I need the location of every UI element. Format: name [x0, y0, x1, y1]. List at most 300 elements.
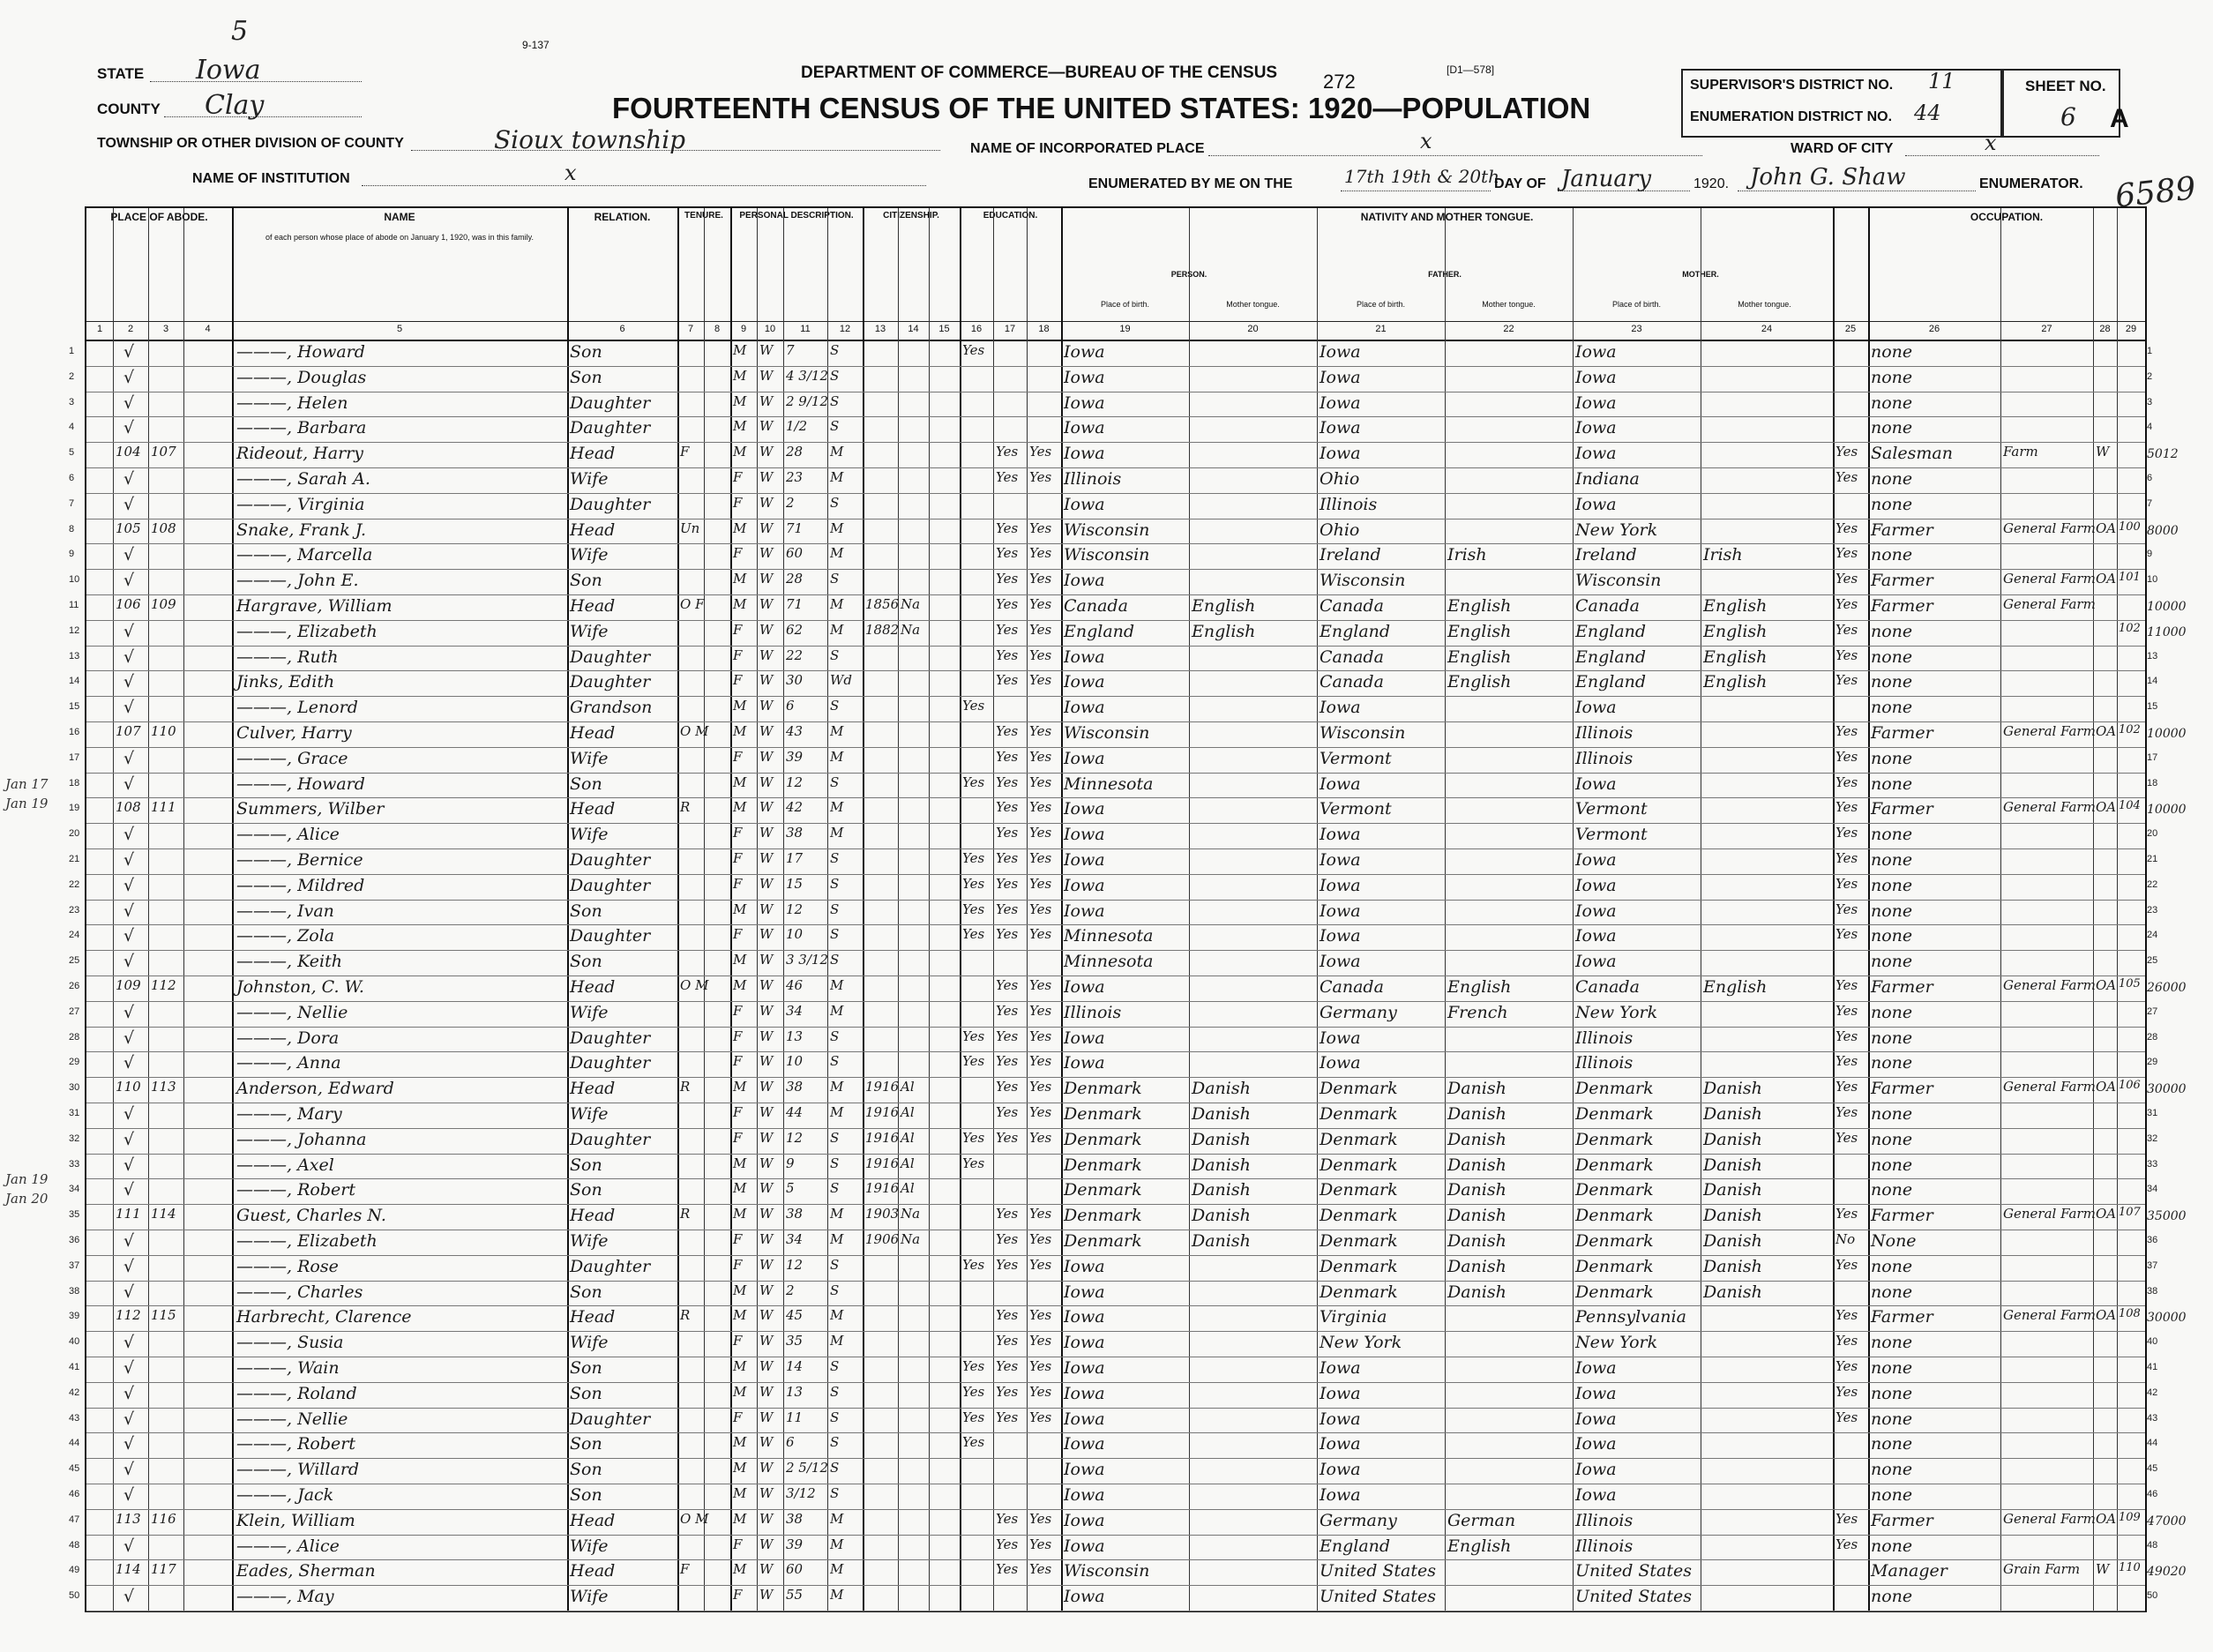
cell-mpob: Iowa [1575, 367, 1617, 387]
cell-eng: Yes [1835, 1536, 1858, 1552]
person-name: ———, Willard [236, 1460, 360, 1480]
person-name: Rideout, Harry [236, 444, 363, 464]
margin-date-note: Jan 17 [5, 776, 49, 792]
cell-fpob: Denmark [1320, 1231, 1398, 1251]
cell-fpob: Iowa [1320, 367, 1361, 387]
cell-race: W [759, 1510, 774, 1527]
column-number: 14 [908, 324, 919, 334]
cell-race: W [759, 571, 774, 587]
sheet-label: SHEET NO. [2025, 78, 2106, 94]
cell-rel: Daughter [570, 1409, 651, 1429]
cell-ms: S [830, 392, 840, 409]
check-mark: √ [123, 418, 135, 438]
check-mark: √ [123, 1028, 135, 1048]
cell-fpob: Iowa [1320, 1358, 1361, 1378]
cell-mpob: Indiana [1575, 469, 1640, 489]
person-name: ———, Lenord [236, 698, 358, 718]
cell-ms: S [830, 1256, 840, 1273]
cell-pob: Minnesota [1064, 774, 1154, 794]
cell-ms: M [830, 1206, 844, 1222]
cell-race: W [759, 1333, 774, 1349]
state-value: Iowa [196, 55, 261, 86]
line-number-right: 18 [2147, 777, 2158, 789]
cell-fmt: English [1447, 672, 1512, 692]
check-mark: √ [123, 1180, 135, 1200]
cell-ms: M [830, 444, 844, 460]
institution-label: NAME OF INSTITUTION [192, 171, 350, 186]
line-number-right: 10000 [2147, 803, 2187, 818]
cell-cls: W [2096, 1561, 2110, 1578]
cell-rel: Son [570, 1282, 602, 1302]
person-name: ———, Anna [236, 1053, 341, 1073]
line-number-right: 46 [2147, 1489, 2158, 1499]
cell-imm: 1916 [865, 1155, 900, 1171]
line-number-left: 18 [69, 777, 80, 789]
cell-cls: OA [2096, 1510, 2117, 1527]
cell-race: W [759, 1460, 774, 1476]
table-row [86, 950, 2145, 976]
cell-fpob: England [1320, 1536, 1391, 1556]
cell-sex: F [733, 469, 743, 485]
cell-rel: Daughter [570, 850, 651, 870]
cell-read: Yes [996, 1079, 1019, 1095]
cell-age: 22 [786, 647, 804, 663]
cell-school: Yes [962, 1434, 985, 1451]
cell-fmt: Danish [1447, 1282, 1506, 1302]
cell-schedule-number: 107 [2119, 1206, 2141, 1220]
cell-sex: F [733, 1129, 743, 1146]
line-number-left: 9 [69, 549, 75, 560]
column-number: 26 [1928, 324, 1940, 334]
county-label: COUNTY [97, 101, 161, 117]
cell-mpob: Pennsylvania [1575, 1307, 1686, 1327]
cell-fmt: English [1447, 977, 1512, 997]
cell-age: 38 [786, 1510, 804, 1527]
check-mark: √ [123, 850, 135, 870]
cell-sex: F [733, 494, 743, 511]
cell-race: W [759, 901, 774, 917]
cell-fpob: Iowa [1320, 444, 1361, 464]
cell-age: 34 [786, 1002, 804, 1019]
person-name: ———, Grace [236, 748, 348, 768]
cell-write: Yes [1029, 1383, 1052, 1400]
person-name: Klein, William [236, 1510, 355, 1530]
cell-dw: 108 [116, 799, 141, 816]
cell-pob: Denmark [1064, 1129, 1142, 1149]
cell-fpob: Iowa [1320, 1460, 1361, 1480]
cell-sex: M [733, 774, 747, 790]
table-row [86, 1331, 2145, 1357]
cell-fmt: French [1447, 1002, 1508, 1022]
line-number-right: 15 [2147, 701, 2158, 713]
cell-pob: Iowa [1064, 418, 1105, 438]
cell-rel: Wife [570, 1587, 609, 1607]
cell-ms: S [830, 1129, 840, 1146]
person-name: Jinks, Edith [236, 672, 335, 692]
cell-schedule-number: 100 [2119, 520, 2141, 534]
cell-fmt: Danish [1447, 1231, 1506, 1251]
cell-fam: 114 [151, 1206, 176, 1222]
cell-rel: Son [570, 571, 602, 591]
cell-schedule-number: 102 [2119, 723, 2141, 736]
cell-race: W [759, 1231, 774, 1247]
table-row [86, 1357, 2145, 1383]
cell-eng: Yes [1835, 977, 1858, 993]
line-number-right: 33 [2147, 1158, 2158, 1170]
person-name: ———, Elizabeth [236, 621, 378, 641]
cell-eng: Yes [1835, 1053, 1858, 1070]
cell-pob: Wisconsin [1064, 520, 1150, 540]
form-number: 9-137 [522, 39, 550, 51]
cell-ten: Un [680, 520, 700, 536]
cell-mmt: English [1703, 977, 1768, 997]
cell-mpob: Illinois [1575, 748, 1634, 768]
cell-pob: Iowa [1064, 392, 1105, 413]
cell-fpob: New York [1320, 1333, 1402, 1353]
cell-sex: F [733, 1333, 743, 1349]
cell-eng: Yes [1835, 901, 1858, 917]
cell-rel: Daughter [570, 1256, 651, 1276]
cell-sex: F [733, 1028, 743, 1044]
cell-sex: M [733, 977, 747, 993]
cell-fpob: Germany [1320, 1002, 1397, 1022]
check-mark: √ [123, 1282, 135, 1302]
cell-ms: S [830, 1460, 840, 1476]
person-name: Anderson, Edward [236, 1079, 394, 1099]
check-mark: √ [123, 901, 135, 921]
cell-ind: General Farm [2003, 571, 2096, 587]
check-mark: √ [123, 1256, 135, 1276]
cell-race: W [759, 1536, 774, 1552]
cell-fpob: Denmark [1320, 1206, 1398, 1226]
cell-pob: Iowa [1064, 647, 1105, 667]
day-of-label: DAY OF [1494, 176, 1546, 191]
education-header: EDUCATION. [960, 208, 1062, 321]
cell-rel: Wife [570, 1104, 609, 1124]
check-mark: √ [123, 621, 135, 641]
cell-occ: none [1871, 545, 1913, 565]
cell-pob: Wisconsin [1064, 545, 1150, 565]
cell-occ: Farmer [1871, 1307, 1933, 1327]
township-value: Sioux township [494, 125, 686, 154]
line-number-right: 8000 [2147, 523, 2179, 538]
cell-ms: M [830, 977, 844, 993]
check-mark: √ [123, 1333, 135, 1353]
line-number-right: 2 [2147, 370, 2153, 382]
cell-read: Yes [996, 1028, 1019, 1044]
cell-mpob: Denmark [1575, 1155, 1654, 1175]
cell-mpob: Illinois [1575, 1510, 1634, 1530]
relation-header: RELATION. [567, 208, 678, 321]
person-name: ———, Roland [236, 1383, 357, 1403]
column-number: 23 [1631, 324, 1642, 334]
cell-age: 55 [786, 1587, 804, 1603]
cell-mmt: English [1703, 672, 1768, 692]
table-row [86, 874, 2145, 901]
table-row [86, 1382, 2145, 1409]
cell-ten: O M [680, 1510, 709, 1527]
person-name: Hargrave, William [236, 596, 393, 616]
cell-ms: S [830, 1409, 840, 1425]
line-number-left: 14 [69, 676, 80, 687]
cell-mpob: Denmark [1575, 1180, 1654, 1200]
cell-fpob: Iowa [1320, 392, 1361, 413]
table-row [86, 1432, 2145, 1459]
margin-date-note: Jan 19 [5, 1171, 49, 1187]
cell-occ: none [1871, 1129, 1913, 1149]
cell-pob: Iowa [1064, 901, 1105, 921]
person-name: Johnston, C. W. [236, 977, 364, 997]
cell-sex: F [733, 748, 743, 765]
cell-pob: Denmark [1064, 1231, 1142, 1251]
cell-read: Yes [996, 571, 1019, 587]
cell-race: W [759, 926, 774, 943]
cell-read: Yes [996, 926, 1019, 943]
month-value: January [1561, 166, 1652, 192]
cell-race: W [759, 1129, 774, 1146]
check-mark: √ [123, 545, 135, 565]
cell-fpob: Iowa [1320, 825, 1361, 845]
column-number: 11 [800, 324, 811, 334]
cell-write: Yes [1029, 1333, 1052, 1349]
cell-eng: Yes [1835, 926, 1858, 943]
cell-rel: Head [570, 1307, 616, 1327]
cell-fpob: Iowa [1320, 1485, 1361, 1505]
cell-read: Yes [996, 672, 1019, 689]
cell-occ: Farmer [1871, 571, 1933, 591]
line-number-right: 31 [2147, 1108, 2158, 1118]
cell-pob: Iowa [1064, 875, 1105, 895]
cell-mmt: Danish [1703, 1256, 1762, 1276]
line-number-left: 4 [69, 422, 75, 433]
cell-ind: General Farm [2003, 723, 2096, 739]
cell-sex: F [733, 1002, 743, 1019]
cell-ms: M [830, 1536, 844, 1552]
line-number-right: 20 [2147, 828, 2158, 840]
table-row [86, 696, 2145, 722]
cell-age: 60 [786, 1561, 804, 1578]
line-number-right: 25 [2147, 955, 2158, 967]
cell-fpob: Denmark [1320, 1256, 1398, 1276]
table-row [86, 976, 2145, 1002]
cell-sex: F [733, 1104, 743, 1120]
column-number: 25 [1844, 324, 1857, 334]
name-header: NAME of each person whose place of abode on January 1, 1920, was in this family. [232, 208, 568, 321]
margin-date-note: Jan 19 [5, 796, 49, 811]
cell-occ: none [1871, 1460, 1913, 1480]
column-number: 22 [1503, 324, 1514, 334]
cell-rel: Head [570, 1561, 616, 1581]
cell-nat: Na [901, 1231, 921, 1247]
cell-pob: Iowa [1064, 1409, 1105, 1429]
person-name: ———, Charles [236, 1282, 363, 1302]
page-stamp: 272 [1323, 71, 1356, 93]
table-row [86, 569, 2145, 595]
cell-race: W [759, 1383, 774, 1400]
cell-occ: none [1871, 1104, 1913, 1124]
line-number-right: 13 [2147, 650, 2158, 662]
cell-mpob: Canada [1575, 596, 1640, 616]
cell-pob: Iowa [1064, 1053, 1105, 1073]
line-number-left: 21 [69, 854, 80, 864]
cell-mt: Danish [1192, 1231, 1251, 1251]
cell-race: W [759, 1002, 774, 1019]
cell-mmt: English [1703, 647, 1768, 667]
cell-occ: none [1871, 647, 1913, 667]
line-number-right: 44 [2147, 1438, 2158, 1449]
cell-pob: Illinois [1064, 469, 1122, 489]
ward-value: x [1985, 131, 1997, 155]
cell-rel: Daughter [570, 647, 651, 667]
occupation-header: OCCUPATION. [1970, 211, 2044, 223]
cell-pob: Denmark [1064, 1079, 1142, 1099]
table-row [86, 1458, 2145, 1484]
cell-occ: none [1871, 342, 1913, 362]
cell-school: Yes [962, 1028, 985, 1044]
check-mark: √ [123, 926, 135, 946]
line-number-left: 43 [69, 1412, 80, 1424]
cell-eng: Yes [1835, 596, 1858, 612]
township-label: TOWNSHIP OR OTHER DIVISION OF COUNTY [97, 136, 404, 151]
cell-mt: Danish [1192, 1104, 1251, 1124]
census-title: FOURTEENTH CENSUS OF THE UNITED STATES: 1920—POPULATION [612, 92, 1591, 124]
line-number-right: 5012 [2147, 447, 2179, 462]
table-row [86, 620, 2145, 647]
cell-occ: none [1871, 698, 1913, 718]
person-name: ———, Howard [236, 342, 365, 362]
cell-fam: 113 [151, 1079, 176, 1095]
cell-age: 17 [786, 850, 804, 866]
cell-occ: Salesman [1871, 444, 1953, 464]
cell-pob: Iowa [1064, 444, 1105, 464]
cell-pob: Denmark [1064, 1206, 1142, 1226]
cell-dw: 106 [116, 596, 141, 612]
cell-fpob: Iowa [1320, 952, 1361, 972]
cell-fam: 112 [151, 977, 176, 993]
line-number-left: 47 [69, 1514, 80, 1525]
cell-mpob: Illinois [1575, 1536, 1634, 1556]
cell-pob: Iowa [1064, 1434, 1105, 1454]
cell-imm: 1903 [865, 1206, 900, 1222]
line-number-right: 7 [2147, 497, 2153, 509]
table-row [86, 392, 2145, 418]
cell-fpob: Denmark [1320, 1282, 1398, 1302]
cell-ind: General Farm [2003, 799, 2096, 816]
cell-imm: 1916 [865, 1129, 900, 1146]
line-number-left: 12 [69, 624, 80, 636]
cell-ms: S [830, 1434, 840, 1451]
person-name: ———, Rose [236, 1256, 339, 1276]
cell-ten: F [680, 1561, 690, 1578]
cell-write: Yes [1029, 1536, 1052, 1552]
cell-cls: OA [2096, 723, 2117, 739]
cell-occ: none [1871, 1333, 1913, 1353]
person-name: ———, John E. [236, 571, 359, 591]
cell-school: Yes [962, 342, 985, 358]
cell-ind: General Farm [2003, 977, 2096, 993]
cell-read: Yes [996, 1256, 1019, 1273]
cell-pob: Iowa [1064, 1256, 1105, 1276]
line-number-right: 47000 [2147, 1514, 2187, 1529]
cell-fpob: Illinois [1320, 494, 1378, 514]
line-number-left: 39 [69, 1311, 80, 1322]
cell-mpob: New York [1575, 1333, 1658, 1353]
cell-age: 44 [786, 1104, 804, 1120]
cell-ten: R [680, 1307, 691, 1324]
cell-fpob: Iowa [1320, 774, 1361, 794]
table-row [86, 1103, 2145, 1129]
cell-fpob: Denmark [1320, 1079, 1398, 1099]
cell-sex: M [733, 952, 747, 968]
cell-cls: OA [2096, 520, 2117, 536]
line-number-left: 15 [69, 701, 80, 713]
cell-fmt: English [1447, 596, 1512, 616]
table-row [86, 543, 2145, 570]
cell-write: Yes [1029, 977, 1052, 993]
cell-occ: none [1871, 926, 1913, 946]
cell-ms: S [830, 494, 840, 511]
cell-occ: none [1871, 825, 1913, 845]
cell-mpob: Iowa [1575, 698, 1617, 718]
table-row [86, 1230, 2145, 1256]
cell-rel: Head [570, 596, 616, 616]
cell-pob: Iowa [1064, 1460, 1105, 1480]
cell-ind: General Farm [2003, 1307, 2096, 1324]
cell-rel: Son [570, 1358, 602, 1378]
cell-age: 38 [786, 1079, 804, 1095]
person-name: ———, Sarah A. [236, 469, 370, 489]
cell-ind: General Farm [2003, 1510, 2096, 1527]
corner-number: 6589 [2113, 170, 2198, 215]
line-number-left: 28 [69, 1031, 80, 1043]
line-number-right: 17 [2147, 751, 2158, 763]
cell-race: W [759, 1307, 774, 1324]
cell-ms: S [830, 647, 840, 663]
cell-write: Yes [1029, 545, 1052, 562]
cell-sex: M [733, 1206, 747, 1222]
cell-age: 13 [786, 1028, 804, 1044]
cell-sex: M [733, 342, 747, 358]
person-name: ———, Mary [236, 1104, 342, 1124]
cell-pob: Illinois [1064, 1002, 1122, 1022]
cell-schedule-number: 102 [2119, 621, 2141, 635]
line-number-left: 17 [69, 751, 80, 763]
cell-fpob: Canada [1320, 647, 1384, 667]
line-number-left: 48 [69, 1539, 80, 1551]
cell-sex: M [733, 1434, 747, 1451]
cell-fam: 115 [151, 1307, 176, 1324]
cell-eng: Yes [1835, 850, 1858, 866]
cell-mt: Danish [1192, 1206, 1251, 1226]
cell-ms: S [830, 926, 840, 943]
cell-mpob: Iowa [1575, 1409, 1617, 1429]
cell-sex: F [733, 545, 743, 562]
table-row [86, 1281, 2145, 1307]
cell-pob: Iowa [1064, 1510, 1105, 1530]
cell-ms: M [830, 520, 844, 536]
cell-occ: Farmer [1871, 799, 1933, 819]
enumerated-label: ENUMERATED BY ME ON THE [1088, 176, 1293, 191]
cell-imm: 1916 [865, 1104, 900, 1120]
line-number-right: 10000 [2147, 727, 2187, 741]
cell-age: 60 [786, 545, 804, 562]
cell-occ: none [1871, 748, 1913, 768]
line-number-right: 30000 [2147, 1082, 2187, 1097]
cell-write: Yes [1029, 647, 1052, 663]
cell-mpob: Iowa [1575, 418, 1617, 438]
cell-ms: S [830, 1028, 840, 1044]
cell-sex: F [733, 926, 743, 943]
